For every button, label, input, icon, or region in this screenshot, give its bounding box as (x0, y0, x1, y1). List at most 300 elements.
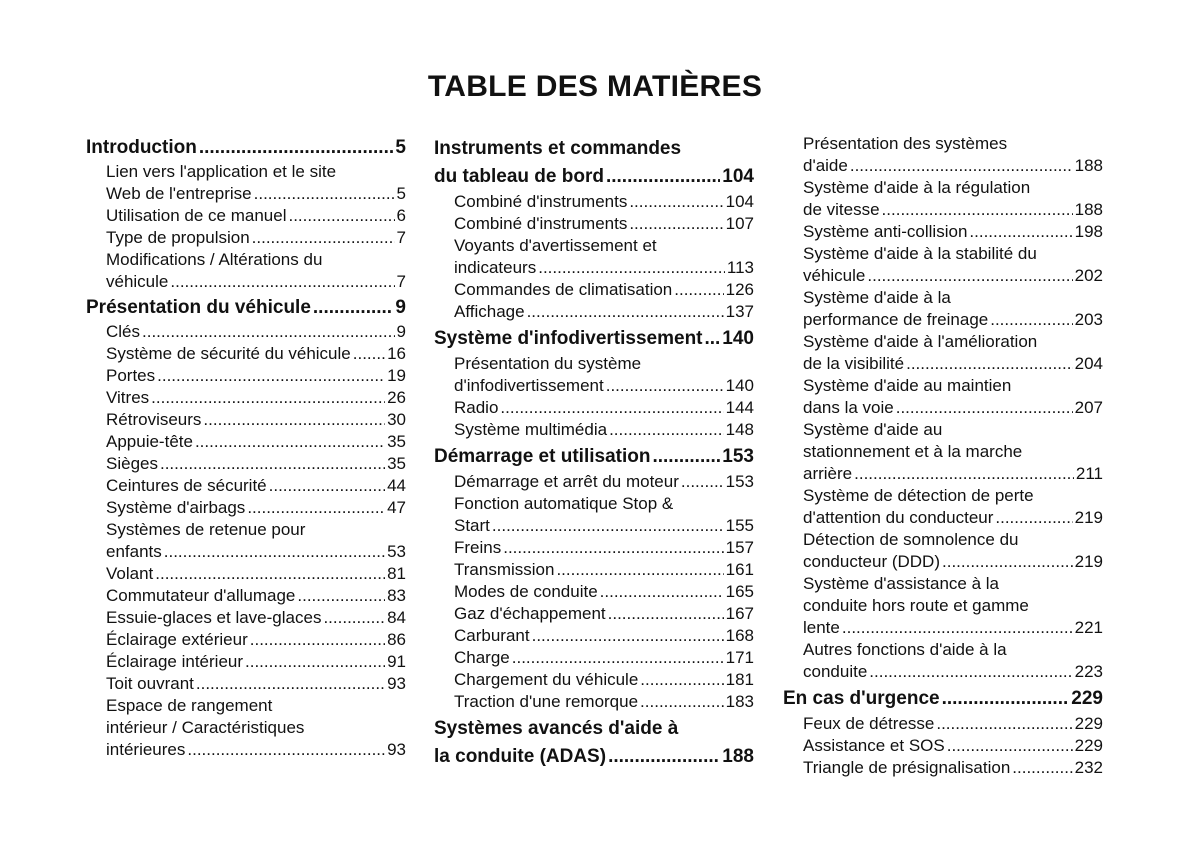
toc-entry[interactable] (783, 639, 1103, 683)
toc-entry-line: Espace de rangement (106, 696, 273, 715)
toc-entry[interactable] (86, 249, 406, 293)
page-number: 171 (725, 648, 754, 667)
toc-entry-title: Démarrage et arrêt du moteur (454, 472, 679, 491)
page-number: 153 (722, 446, 754, 467)
toc-entry-title: Web de l'entreprise (106, 184, 252, 203)
toc-entry-line: Système d'assistance à la (803, 574, 1000, 593)
toc-entry-row (86, 295, 406, 321)
dot-leader (608, 603, 724, 625)
toc-entry-row (803, 463, 1103, 485)
toc-entry[interactable] (783, 573, 1103, 639)
toc-entry-row (106, 343, 406, 365)
toc-entry[interactable] (434, 669, 754, 691)
toc-column-2 (434, 133, 754, 771)
page-number: 165 (725, 582, 754, 601)
toc-entry-line: Système d'aide à la (803, 288, 951, 307)
toc-entry-title: Système de sécurité du véhicule (106, 344, 351, 363)
toc-entry-row (106, 497, 406, 519)
toc-entry[interactable] (86, 161, 406, 205)
dot-leader (157, 365, 385, 387)
toc-entry-row (454, 397, 754, 419)
dot-leader (323, 607, 385, 629)
toc-entry-title: intérieures (106, 740, 186, 759)
page-number: 93 (387, 740, 406, 759)
dot-leader (629, 191, 723, 213)
toc-entry[interactable] (434, 559, 754, 581)
toc-entry[interactable] (783, 713, 1103, 735)
dot-leader (252, 227, 395, 249)
toc-entry[interactable] (434, 419, 754, 441)
page-number: 9 (395, 297, 406, 318)
toc-entry[interactable] (434, 213, 754, 235)
toc-entry[interactable] (86, 497, 406, 519)
toc-entry-title: véhicule (803, 266, 866, 285)
toc-section-title: Système d'infodivertissement (434, 328, 703, 349)
toc-entry-row (434, 743, 754, 771)
toc-entry-row (106, 651, 406, 673)
dot-leader (674, 279, 723, 301)
toc-entry-row (803, 507, 1103, 529)
toc-entry-row (803, 735, 1103, 757)
toc-section[interactable] (434, 443, 754, 471)
toc-entry-line: Système d'aide à la stabilité du (803, 244, 1037, 263)
dot-leader (606, 163, 720, 191)
dot-leader (532, 625, 724, 647)
toc-entry-title: Ceintures de sécurité (106, 476, 267, 495)
toc-entry-title: Assistance et SOS (803, 736, 945, 755)
page-number: 137 (725, 302, 754, 321)
toc-entry-row (86, 135, 406, 161)
toc-entry[interactable] (86, 563, 406, 585)
dot-leader (160, 453, 385, 475)
toc-column-3 (783, 133, 1103, 779)
dot-leader (250, 629, 385, 651)
toc-entry-row (803, 617, 1103, 639)
toc-entry[interactable] (783, 485, 1103, 529)
page-number: 183 (725, 692, 754, 711)
toc-entry[interactable] (434, 397, 754, 419)
dot-leader (527, 301, 724, 323)
toc-entry[interactable] (783, 419, 1103, 485)
dot-leader (936, 713, 1072, 735)
page-number: 140 (725, 376, 754, 395)
dot-leader (155, 563, 385, 585)
dot-leader (882, 199, 1073, 221)
toc-entry-row (783, 685, 1103, 713)
toc-entry-row (803, 155, 1103, 177)
dot-leader (942, 685, 1070, 713)
page-number: 5 (396, 184, 406, 203)
toc-entry-line: Autres fonctions d'aide à la (803, 640, 1007, 659)
toc-entry-row (454, 559, 754, 581)
dot-leader (842, 617, 1073, 639)
page-number: 6 (396, 206, 406, 225)
page-number: 223 (1074, 662, 1103, 681)
toc-entry-title: enfants (106, 542, 162, 561)
toc-entry-title: Triangle de présignalisation (803, 758, 1011, 777)
toc-entry-row (803, 199, 1103, 221)
toc-entry[interactable] (86, 387, 406, 409)
toc-entry[interactable] (783, 177, 1103, 221)
toc-entry-row (106, 431, 406, 453)
toc-entry-line: Présentation des systèmes (803, 134, 1008, 153)
toc-entry[interactable] (783, 243, 1103, 287)
page-number: 204 (1074, 354, 1103, 373)
page-number: 207 (1074, 398, 1103, 417)
toc-entry[interactable] (86, 629, 406, 651)
toc-entry-line: Système de détection de perte (803, 486, 1034, 505)
page-number: 181 (725, 670, 754, 689)
toc-entry-title: Système d'airbags (106, 498, 246, 517)
toc-entry-title: Rétroviseurs (106, 410, 202, 429)
toc-entry-row (106, 475, 406, 497)
dot-leader (254, 183, 395, 205)
toc-entry-row (454, 213, 754, 235)
page-number: 81 (387, 564, 406, 583)
toc-entry-line: Systèmes de retenue pour (106, 520, 306, 539)
page-number: 104 (725, 192, 754, 211)
toc-entry-row (454, 375, 754, 397)
toc-entry-row (454, 669, 754, 691)
toc-entry-row (454, 515, 754, 537)
dot-leader (947, 735, 1073, 757)
toc-entry-title: lente (803, 618, 840, 637)
toc-entry[interactable] (86, 453, 406, 475)
dot-leader (203, 409, 385, 431)
toc-entry-row (106, 365, 406, 387)
dot-leader (196, 673, 385, 695)
page-number: 35 (387, 454, 406, 473)
dot-leader (1012, 757, 1072, 779)
toc-entry[interactable] (434, 647, 754, 669)
dot-leader (512, 647, 724, 669)
toc-entry-title: Essuie-glaces et lave-glaces (106, 608, 322, 627)
toc-entry-row (454, 301, 754, 323)
toc-entry-title: de la visibilité (803, 354, 905, 373)
page-number: 229 (1074, 714, 1103, 733)
dot-leader (503, 537, 723, 559)
toc-section[interactable] (86, 135, 406, 161)
toc-column-1 (86, 133, 406, 761)
toc-entry-row (454, 191, 754, 213)
toc-entry-title: Commandes de climatisation (454, 280, 673, 299)
dot-leader (652, 443, 720, 471)
dot-leader (640, 669, 723, 691)
page-number: 232 (1074, 758, 1103, 777)
page-number: 202 (1074, 266, 1103, 285)
dot-leader (990, 309, 1072, 331)
toc-entry[interactable] (86, 343, 406, 365)
dot-leader (538, 257, 725, 279)
toc-entry[interactable] (434, 581, 754, 603)
page-number: 198 (1074, 222, 1103, 241)
toc-entry-row (106, 541, 406, 563)
toc-entry[interactable] (783, 331, 1103, 375)
toc-entry-line: Instruments et commandes (434, 138, 682, 159)
toc-entry[interactable] (434, 279, 754, 301)
toc-entry-title: de vitesse (803, 200, 880, 219)
toc-entry-title: Utilisation de ce manuel (106, 206, 287, 225)
dot-leader (867, 265, 1072, 287)
toc-entry-title: Transmission (454, 560, 555, 579)
page-number: 229 (1074, 736, 1103, 755)
toc-entry-row (106, 271, 406, 293)
dot-leader (245, 651, 385, 673)
toc-entry-line: Modifications / Altérations du (106, 250, 323, 269)
toc-entry-row (434, 163, 754, 191)
toc-entry-title: Combiné d'instruments (454, 214, 628, 233)
toc-entry-title: Éclairage intérieur (106, 652, 244, 671)
page-number: 167 (725, 604, 754, 623)
toc-entry-title: Commutateur d'allumage (106, 586, 296, 605)
toc-entry-row (803, 353, 1103, 375)
dot-leader (969, 221, 1072, 243)
dot-leader (151, 387, 385, 409)
toc-entry-row (106, 453, 406, 475)
toc-entry-line: Système d'aide à la régulation (803, 178, 1031, 197)
toc-entry[interactable] (86, 695, 406, 761)
dot-leader (854, 463, 1074, 485)
toc-entry[interactable] (434, 691, 754, 713)
toc-entry-title: performance de freinage (803, 310, 989, 329)
toc-entry-row (803, 309, 1103, 331)
toc-entry[interactable] (783, 529, 1103, 573)
dot-leader (199, 135, 394, 161)
toc-entry-line: Système d'aide à l'amélioration (803, 332, 1038, 351)
toc-entry-row (106, 739, 406, 761)
toc-entry-row (803, 221, 1103, 243)
page-number: 26 (387, 388, 406, 407)
page-number: 168 (725, 626, 754, 645)
toc-entry-title: conduite (803, 662, 868, 681)
toc-entry-row (106, 607, 406, 629)
dot-leader (600, 581, 724, 603)
toc-entry-row (454, 537, 754, 559)
toc-entry-line: Lien vers l'application et le site (106, 162, 337, 181)
toc-entry[interactable] (434, 471, 754, 493)
dot-leader (500, 397, 723, 419)
dot-leader (288, 205, 394, 227)
toc-entry-title: d'attention du conducteur (803, 508, 994, 527)
toc-entry[interactable] (434, 191, 754, 213)
toc-entry[interactable] (783, 221, 1103, 243)
dot-leader (995, 507, 1072, 529)
toc-entry-row (434, 325, 754, 353)
toc-entry-title: Feux de détresse (803, 714, 935, 733)
dot-leader (195, 431, 385, 453)
toc-entry-title: Modes de conduite (454, 582, 598, 601)
toc-entry[interactable] (86, 321, 406, 343)
dot-leader (297, 585, 385, 607)
toc-entry[interactable] (783, 287, 1103, 331)
toc-entry-row (454, 257, 754, 279)
page-number: 53 (387, 542, 406, 561)
toc-entry-row (106, 673, 406, 695)
page-number: 188 (1074, 200, 1103, 219)
page-number: 221 (1074, 618, 1103, 637)
toc-entry-line: stationnement et à la marche (803, 442, 1023, 461)
toc-entry-row (454, 471, 754, 493)
toc-entry[interactable] (783, 735, 1103, 757)
toc-entry[interactable] (783, 133, 1103, 177)
dot-leader (681, 471, 724, 493)
page-number: 35 (387, 432, 406, 451)
page-number: 84 (387, 608, 406, 627)
toc-entry-row (454, 279, 754, 301)
toc-entry[interactable] (86, 365, 406, 387)
page-number: 47 (387, 498, 406, 517)
toc-entry-title: d'aide (803, 156, 848, 175)
toc-entry-title: Type de propulsion (106, 228, 250, 247)
page-title: TABLE DES MATIÈRES (427, 70, 763, 103)
toc-entry[interactable] (86, 475, 406, 497)
toc-entry[interactable] (434, 493, 754, 537)
page-number: 203 (1074, 310, 1103, 329)
toc-entry-title: Vitres (106, 388, 150, 407)
toc-entry-line: conduite hors route et gamme (803, 596, 1029, 615)
toc-entry[interactable] (86, 519, 406, 563)
toc-entry-row (106, 409, 406, 431)
toc-entry-title: Affichage (454, 302, 525, 321)
toc-entry-title: Carburant (454, 626, 530, 645)
toc-entry-row (106, 585, 406, 607)
toc-entry-title: Éclairage extérieur (106, 630, 248, 649)
dot-leader (640, 691, 724, 713)
dot-leader (313, 295, 394, 321)
toc-entry-title: conducteur (DDD) (803, 552, 940, 571)
toc-entry-row (454, 691, 754, 713)
page-number: 93 (387, 674, 406, 693)
toc-entry-title: Sièges (106, 454, 158, 473)
toc-entry-row (803, 713, 1103, 735)
toc-entry-line: Voyants d'avertissement et (454, 236, 657, 255)
toc-entry-row (106, 387, 406, 409)
toc-entry[interactable] (86, 585, 406, 607)
toc-entry-line: Systèmes avancés d'aide à (434, 718, 679, 739)
page-number: 86 (387, 630, 406, 649)
page-number: 107 (725, 214, 754, 233)
toc-entry-row (454, 603, 754, 625)
toc-entry-title: Portes (106, 366, 156, 385)
toc-entry-title: Chargement du véhicule (454, 670, 639, 689)
page-number: 19 (387, 366, 406, 385)
page-number: 83 (387, 586, 406, 605)
toc-entry[interactable] (434, 301, 754, 323)
page-number: 219 (1074, 508, 1103, 527)
dot-leader (492, 515, 724, 537)
page-number: 30 (387, 410, 406, 429)
toc-section[interactable] (434, 325, 754, 353)
toc-entry-row (454, 581, 754, 603)
toc-entry-row (106, 563, 406, 585)
toc-entry[interactable] (434, 537, 754, 559)
page-number: 91 (387, 652, 406, 671)
toc-section-title: Démarrage et utilisation (434, 446, 651, 467)
dot-leader (869, 661, 1072, 683)
toc-entry[interactable] (783, 757, 1103, 779)
toc-entry-row (803, 551, 1103, 573)
toc-entry[interactable] (434, 625, 754, 647)
toc-entry-line: Système d'aide au maintien (803, 376, 1012, 395)
toc-section[interactable] (434, 135, 754, 191)
dot-leader (187, 739, 385, 761)
toc-entry-row (803, 397, 1103, 419)
dot-leader (608, 743, 720, 771)
dot-leader (906, 353, 1073, 375)
toc-entry-row (106, 205, 406, 227)
toc-entry-row (803, 265, 1103, 287)
toc-entry-title: dans la voie (803, 398, 894, 417)
toc-section[interactable] (86, 295, 406, 321)
toc-entry[interactable] (86, 673, 406, 695)
toc-entry-title: Start (454, 516, 490, 535)
toc-entry-row (106, 183, 406, 205)
toc-entry-title: indicateurs (454, 258, 537, 277)
page-number: 148 (725, 420, 754, 439)
toc-entry[interactable] (434, 603, 754, 625)
toc-section-title: En cas d'urgence (783, 688, 940, 709)
dot-leader (142, 321, 395, 343)
dot-leader (629, 213, 723, 235)
toc-entry[interactable] (783, 375, 1103, 419)
dot-leader (269, 475, 385, 497)
toc-entry-line: Détection de somnolence du (803, 530, 1019, 549)
toc-entry-title: Charge (454, 648, 510, 667)
toc-entry[interactable] (86, 227, 406, 249)
dot-leader (164, 541, 385, 563)
toc-entry-row (803, 757, 1103, 779)
page-number: 188 (722, 746, 754, 767)
toc-entry-row (454, 625, 754, 647)
page-number: 144 (725, 398, 754, 417)
page-number: 113 (726, 258, 754, 277)
toc-section[interactable] (783, 685, 1103, 713)
toc-entry-line: intérieur / Caractéristiques (106, 718, 305, 737)
toc-entry-title: véhicule (106, 272, 169, 291)
toc-entry-title: Freins (454, 538, 502, 557)
toc-entry-title: Combiné d'instruments (454, 192, 628, 211)
dot-leader (606, 375, 724, 397)
toc-entry[interactable] (86, 409, 406, 431)
toc-entry-row (454, 419, 754, 441)
page-number: 211 (1075, 464, 1103, 483)
dot-leader (353, 343, 385, 365)
toc-entry[interactable] (86, 651, 406, 673)
toc-entry-title: Système multimédia (454, 420, 608, 439)
toc-entry[interactable] (86, 607, 406, 629)
toc-entry[interactable] (86, 205, 406, 227)
page-number: 126 (725, 280, 754, 299)
toc-entry[interactable] (434, 235, 754, 279)
toc-entry-title: Appuie-tête (106, 432, 193, 451)
toc-entry-row (106, 227, 406, 249)
toc-entry-row (454, 647, 754, 669)
toc-entry-title: Radio (454, 398, 499, 417)
page-number: 229 (1071, 688, 1103, 709)
page-number: 219 (1074, 552, 1103, 571)
toc-section-title: Présentation du véhicule (86, 297, 311, 318)
page-number: 188 (1074, 156, 1103, 175)
toc-entry-title: Toit ouvrant (106, 674, 194, 693)
toc-section[interactable] (434, 715, 754, 771)
toc-section-title: la conduite (ADAS) (434, 746, 607, 767)
dot-leader (896, 397, 1073, 419)
toc-entry-row (803, 661, 1103, 683)
toc-entry[interactable] (86, 431, 406, 453)
toc-entry[interactable] (434, 353, 754, 397)
dot-leader (170, 271, 394, 293)
toc-entry-title: Volant (106, 564, 154, 583)
